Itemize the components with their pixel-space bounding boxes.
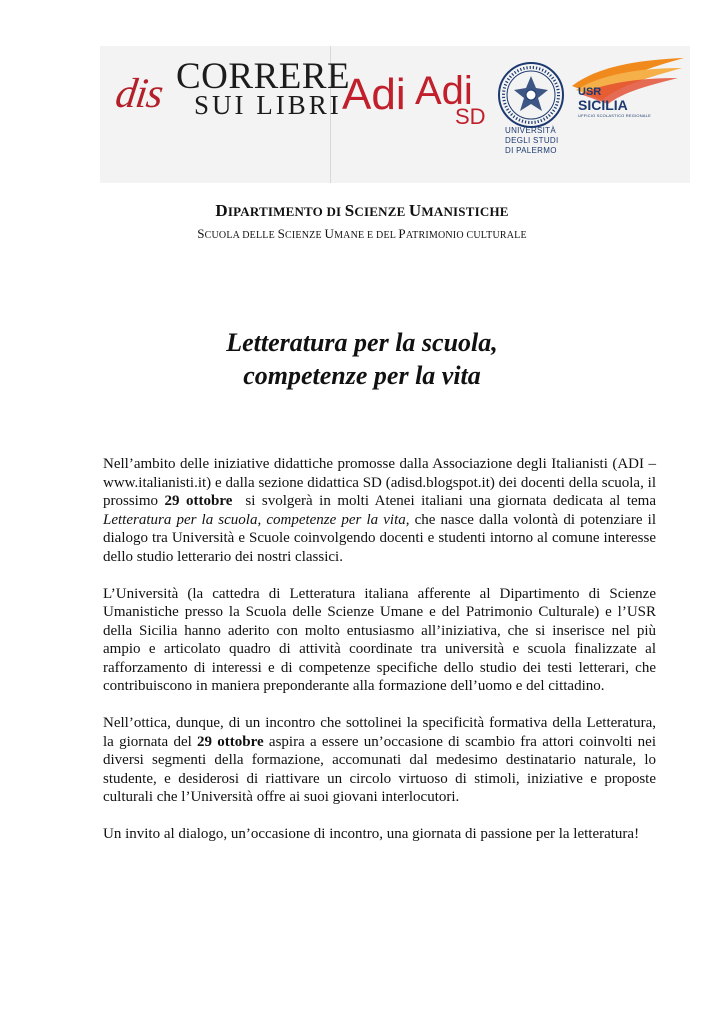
- paragraph-text: Nell’ambito delle iniziative didattiche promosse dalla Associazione degli Italianisti (ADI – www.italianisti.it) e dalla sezione didattica SD (adisd.blogspot.it) dei docenti della scuola, il prossimo: [103, 456, 656, 509]
- paragraph-text: Nell’ottica, dunque, di un incontro che sottolinei la specificità formativa della Letteratura, la giornata del: [103, 715, 656, 750]
- discorrere-sub: SUI LIBRI: [194, 90, 342, 120]
- smallcaps-text: ATRIMONIO CULTURALE: [405, 230, 527, 241]
- usr-logo-text: USR: [578, 86, 602, 98]
- usr-logo-subtitle: UFFICIO SCOLASTICO REGIONALE: [578, 113, 651, 118]
- smallcaps-text: MANE E DEL: [334, 230, 399, 241]
- smallcaps-initial: U: [408, 201, 422, 220]
- adi-sd-logo-text: Adi: [415, 69, 473, 113]
- smallcaps-initial: S: [344, 201, 355, 220]
- school-heading: [0, 226, 724, 242]
- usr-logo-sicilia: SICILIA: [578, 97, 628, 113]
- discorrere-prefix: dis: [112, 71, 166, 117]
- smallcaps-text: MANISTICHE: [421, 204, 509, 219]
- title-line: Letteratura per la scuola,: [226, 328, 498, 357]
- paragraph-1: [103, 455, 660, 566]
- event-date: 29 ottobre: [164, 493, 233, 509]
- document-body: [103, 455, 660, 862]
- event-date: 29 ottobre: [197, 733, 264, 750]
- discorrere-main: CORRERE: [176, 56, 351, 97]
- sd-logo-text: SD: [455, 104, 486, 129]
- smallcaps-initial: D: [215, 201, 228, 220]
- university-name-line: DI PALERMO: [505, 146, 557, 155]
- smallcaps-text: IPARTIMENTO DI: [227, 204, 345, 219]
- title-line: competenze per la vita: [243, 361, 481, 390]
- smallcaps-initial: U: [324, 226, 335, 241]
- paragraph-4: Un invito al dialogo, un’occasione di incontro, una giornata di passione per la letteratura!: [103, 826, 640, 842]
- paragraph-2: L’Università (la cattedra di Letteratura italiana afferente al Dipartimento di Scienze Umanistiche presso la Scuola delle Scienze Umane e del Patrimonio Culturale) e l’USR della Sicilia hanno aderito con molto entusiasmo all’iniziativa, che si inserisce nel più ampio e articolato quadro di attività coordinate tra università e scuola finalizzate al rafforzamento di interessi e di competenze specifiche dello studio dei testi letterari, che contribuiscono in maniera preponderante alla formazione dell’uomo e del cittadino.: [103, 585, 656, 694]
- smallcaps-text: CIENZE: [354, 204, 409, 219]
- smallcaps-initial: S: [277, 226, 286, 241]
- smallcaps-initial: P: [398, 226, 406, 241]
- university-name-line: DEGLI STUDI: [505, 136, 559, 145]
- paragraph-3: [103, 714, 656, 807]
- paragraph-text: aspira a essere un’occasione di scambio fra attori coinvolti nei diversi segmenti della formazione, accomunati dal medesimo destinatario naturale, lo studente, e desiderosi di riattivare un circolo virtuoso di stimoli, iniziative e proposte culturali che l’Università offre ai suoi giovani interlocutori.: [103, 733, 656, 805]
- smallcaps-initial: S: [197, 226, 205, 241]
- event-theme: Letteratura per la scuola, competenze per la vita: [103, 511, 406, 528]
- university-name: [505, 126, 559, 156]
- department-heading: [0, 201, 724, 221]
- smallcaps-text: CIENZE: [285, 230, 325, 241]
- smallcaps-text: CUOLA DELLE: [204, 230, 278, 241]
- adi-logo-text: Adi: [342, 70, 406, 119]
- university-seal-icon: [496, 60, 566, 130]
- university-name-line: UNIVERSITÀ: [505, 126, 557, 135]
- paragraph-text: si svolgerà in molti Atenei italiani una giornata dedicata al tema: [232, 493, 660, 509]
- document-title: [0, 326, 724, 392]
- paragraph-text: , che nasce dalla volontà di potenziare il dialogo tra Università e Scuole coinvolgendo docenti e studenti intorno al comune interesse dello studio letterario dei nostri classici.: [103, 511, 656, 565]
